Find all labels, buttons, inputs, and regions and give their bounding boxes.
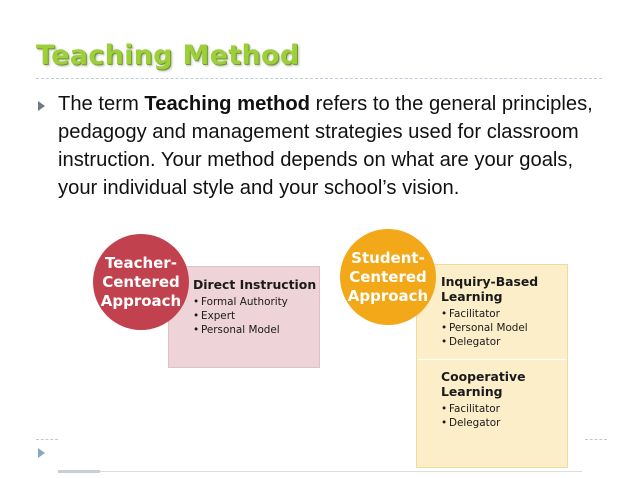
heading-line: Learning: [441, 289, 503, 304]
footer-line: [58, 471, 582, 472]
heading-line: Cooperative: [441, 369, 526, 384]
slide-title: Teaching Method: [36, 40, 300, 71]
student-centered-circle: [340, 229, 436, 325]
circle-label-line: Centered: [102, 272, 180, 291]
teacher-centered-circle: [93, 234, 189, 330]
direct-instruction-list: [193, 295, 319, 337]
heading-line: Inquiry-Based: [441, 274, 539, 289]
inquiry-based-heading: [441, 274, 567, 304]
cooperative-heading: [441, 369, 567, 399]
footer-progress-mark: [58, 470, 100, 473]
inquiry-based-section: [417, 265, 567, 349]
cooperative-list: [441, 402, 567, 430]
list-item: • Facilitator: [441, 402, 567, 416]
student-centered-box: [416, 264, 568, 468]
footer-dash-left: [36, 439, 58, 440]
direct-instruction-box: [168, 266, 320, 368]
body-text-post: refers to the general principles, pedagogy and management strategies used for classroom instruction. Your method depends on what are your goals, your individual style and your school’s vision.: [58, 93, 593, 199]
bullet-arrow-icon: [38, 101, 45, 111]
footer-arrow-icon: [38, 448, 45, 458]
title-divider: [36, 78, 602, 79]
circle-label-line: Approach: [347, 286, 429, 305]
list-item: • Delegator: [441, 416, 567, 430]
body-paragraph: [58, 90, 603, 202]
list-item: • Facilitator: [441, 307, 567, 321]
inquiry-based-list: [441, 307, 567, 349]
circle-label-line: Teacher-: [105, 253, 177, 272]
circle-label-line: Centered: [349, 267, 427, 286]
list-item: • Formal Authority: [193, 295, 319, 309]
list-item: • Personal Model: [193, 323, 319, 337]
circle-label-line: Student-: [351, 248, 425, 267]
footer-dash-right: [585, 439, 607, 440]
body-text-pre: The term: [58, 93, 145, 115]
heading-line: Learning: [441, 384, 503, 399]
circle-label-line: Approach: [100, 291, 182, 310]
body-text-bold: Teaching method: [144, 93, 311, 115]
list-item: • Delegator: [441, 335, 567, 349]
direct-instruction-heading: Direct Instruction: [193, 277, 317, 292]
list-item: • Expert: [193, 309, 319, 323]
cooperative-section: [417, 360, 567, 430]
list-item: • Personal Model: [441, 321, 567, 335]
